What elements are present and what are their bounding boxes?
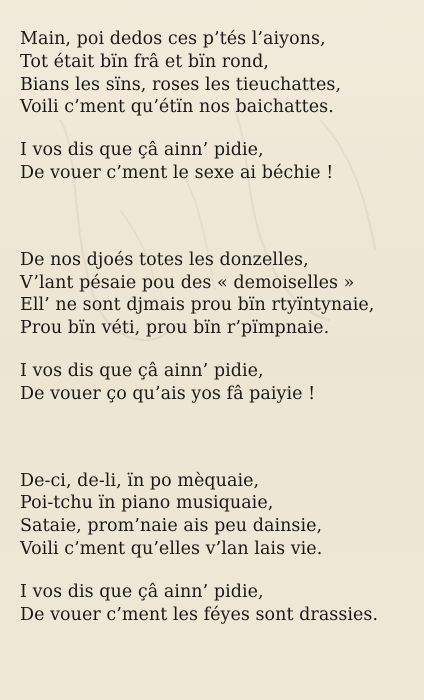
refrain-2 [20, 360, 412, 406]
refrain-line: I vos dis que çâ ainn’ pidie, [20, 360, 264, 381]
poem-line: Voili c’ment qu’elles v’lan lais vie. [20, 538, 323, 559]
poem-line: Voili c’ment qu’étïn nos baichattes. [20, 97, 334, 118]
poem-line: Bians les sïns, roses les tieuchattes, [20, 74, 342, 95]
stanza-gap [20, 340, 412, 360]
refrain-line: De vouer c’ment le sexe ai béchie ! [20, 162, 334, 183]
stanza-gap [20, 119, 412, 139]
refrain-1 [20, 139, 412, 185]
refrain-line: I vos dis que çâ ainn’ pidie, [20, 581, 264, 602]
refrain-line: De vouer ço qu’ais yos fâ paiyie ! [20, 383, 316, 404]
poem-line: Poi-tchu ïn piano musiquaie, [20, 493, 274, 514]
poem-line: Sataie, prom’naie ais peu dainsie, [20, 516, 323, 537]
stanza-3 [20, 470, 412, 561]
refrain-line: I vos dis que çâ ainn’ pidie, [20, 140, 264, 161]
refrain-3 [20, 581, 412, 627]
poem-line: Main, poi dedos ces p’tés l’aiyons, [20, 29, 326, 49]
section-gap [20, 406, 412, 470]
poem [20, 28, 412, 626]
stanza-2 [20, 249, 412, 340]
poem-line: De-ci, de-li, ïn po mèquaie, [20, 470, 260, 491]
poem-line: Ell’ ne sont djmais prou bïn rtyïntynaie, [20, 295, 375, 316]
poem-line: Prou bïn véti, prou bïn r’pïmpnaie. [20, 318, 330, 339]
stanza-1 [20, 28, 412, 119]
poem-line: Tot était bïn frâ et bïn rond, [20, 51, 269, 72]
poem-line: De nos djoés totes les donzelles, [20, 249, 309, 270]
section-gap [20, 185, 412, 249]
stanza-gap [20, 561, 412, 581]
refrain-line: De vouer c’ment les féyes sont drassies. [20, 604, 379, 625]
poem-line: V’lant pésaie pou des « demoiselles » [20, 272, 355, 293]
